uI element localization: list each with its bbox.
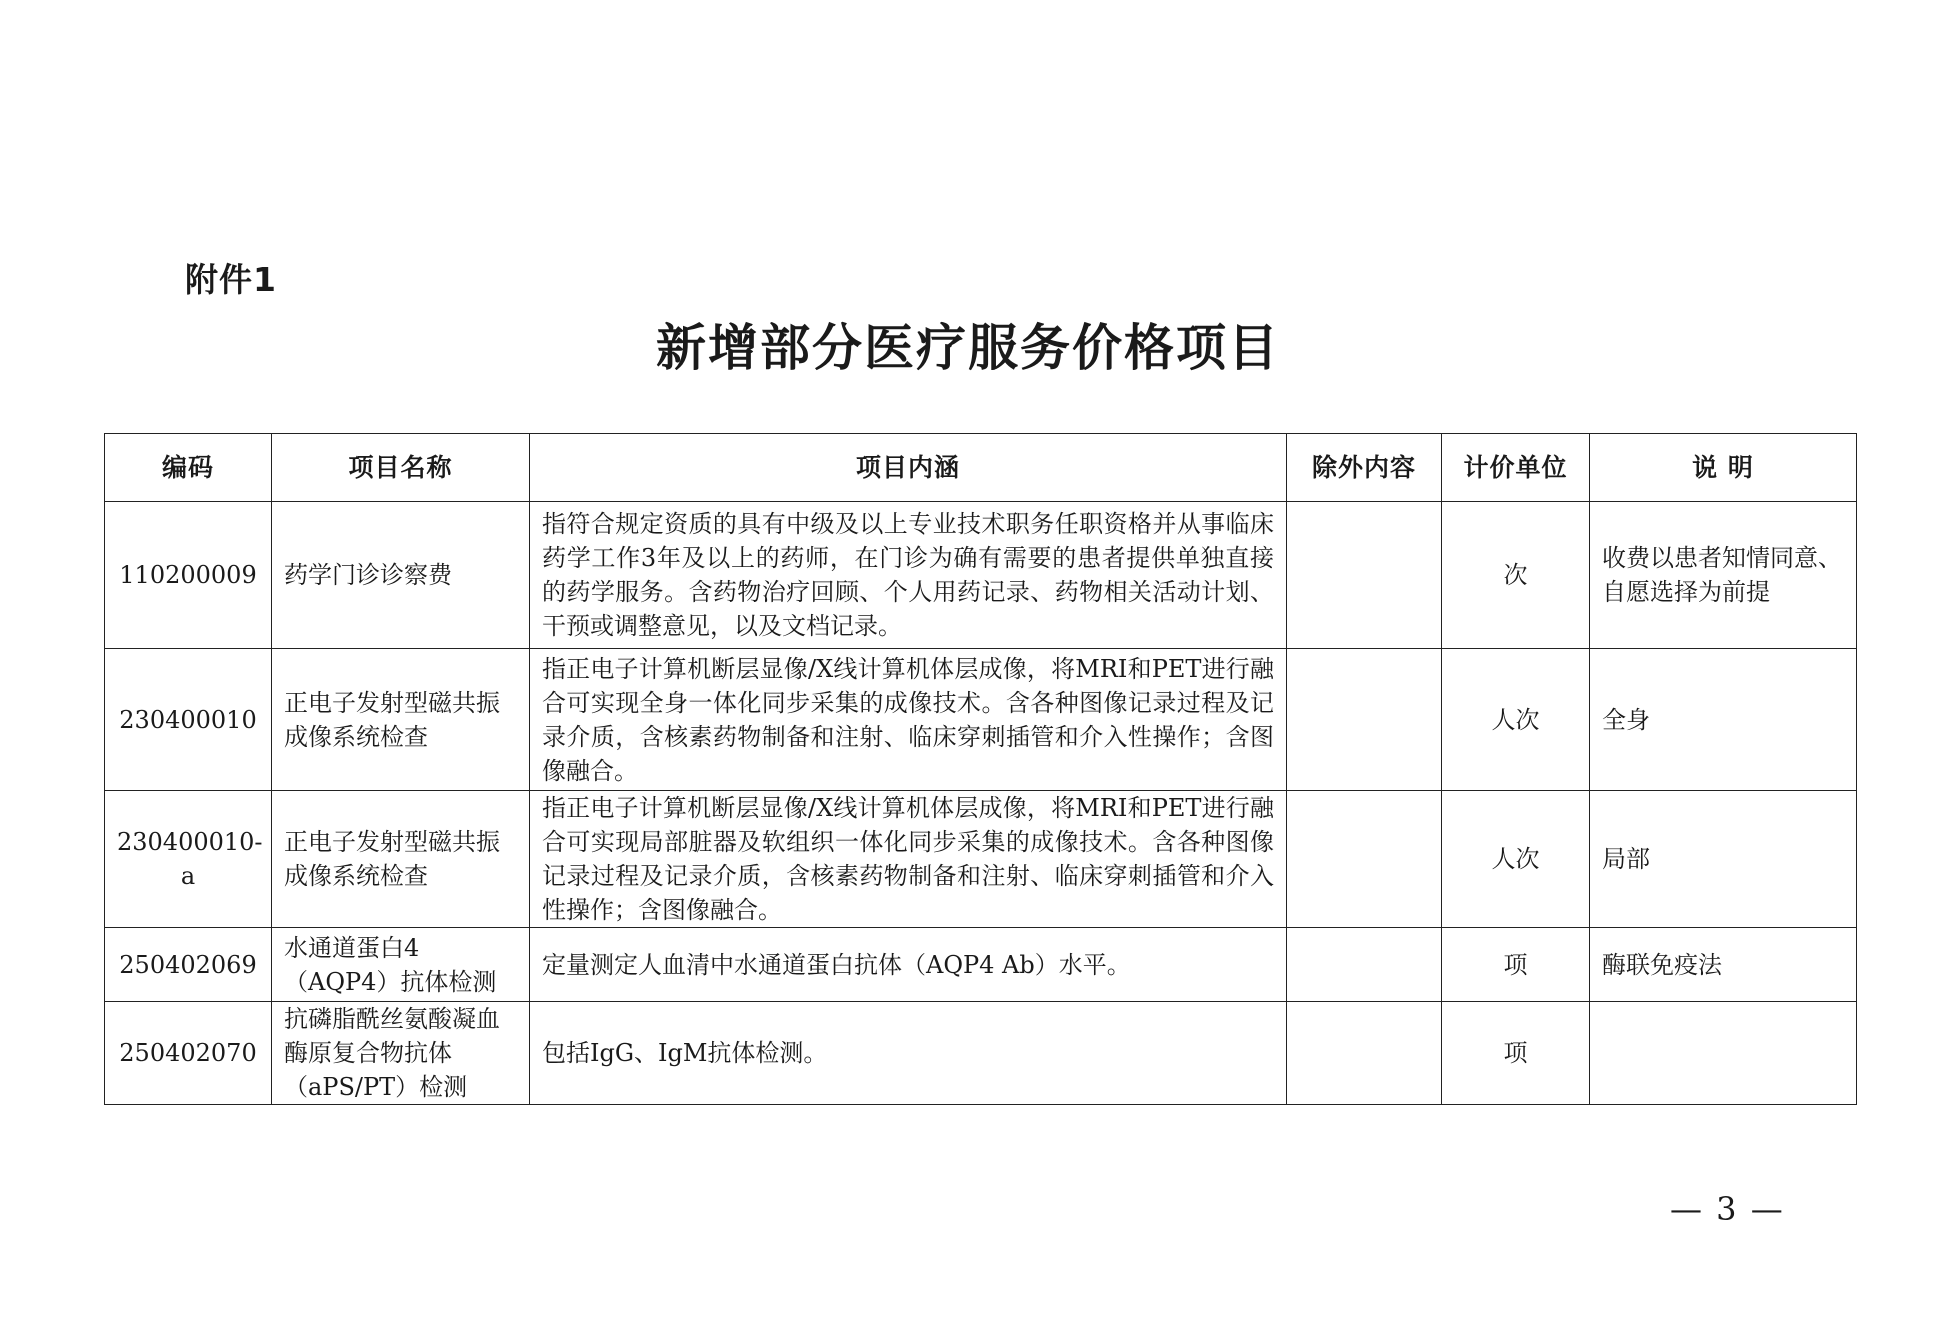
cell-excluded [1287, 649, 1442, 791]
cell-excluded [1287, 791, 1442, 928]
cell-code: 110200009 [105, 502, 272, 649]
header-code: 编码 [105, 434, 272, 502]
cell-code: 230400010 [105, 649, 272, 791]
cell-name: 正电子发射型磁共振成像系统检查 [272, 649, 530, 791]
document-title: 新增部分医疗服务价格项目 [656, 318, 1280, 377]
table-row [105, 649, 1857, 791]
cell-unit: 人次 [1442, 791, 1590, 928]
header-name: 项目名称 [272, 434, 530, 502]
cell-note: 全身 [1590, 649, 1857, 791]
cell-content: 指正电子计算机断层显像/X线计算机体层成像，将MRI和PET进行融合可实现全身一体化同步采集的成像技术。含各种图像记录过程及记录介质，含核素药物制备和注射、临床穿刺插管和介入性操作；含图像融合。 [530, 649, 1287, 791]
table-header-row [105, 434, 1857, 502]
cell-unit: 项 [1442, 1002, 1590, 1105]
cell-code: 250402070 [105, 1002, 272, 1105]
cell-note: 局部 [1590, 791, 1857, 928]
cell-note [1590, 1002, 1857, 1105]
header-note: 说 明 [1590, 434, 1857, 502]
cell-note: 酶联免疫法 [1590, 928, 1857, 1002]
page-number: — 3 — [1670, 1190, 1785, 1228]
cell-name: 药学门诊诊察费 [272, 502, 530, 649]
cell-content: 指正电子计算机断层显像/X线计算机体层成像，将MRI和PET进行融合可实现局部脏器及软组织一体化同步采集的成像技术。含各种图像记录过程及记录介质，含核素药物制备和注射、临床穿刺插管和介入性操作；含图像融合。 [530, 791, 1287, 928]
price-items-table [104, 433, 1857, 1105]
table-row [105, 928, 1857, 1002]
cell-name: 正电子发射型磁共振成像系统检查 [272, 791, 530, 928]
table-row [105, 1002, 1857, 1105]
header-excluded: 除外内容 [1287, 434, 1442, 502]
header-content: 项目内涵 [530, 434, 1287, 502]
cell-name: 水通道蛋白4（AQP4）抗体检测 [272, 928, 530, 1002]
header-unit: 计价单位 [1442, 434, 1590, 502]
table-row [105, 502, 1857, 649]
cell-excluded [1287, 928, 1442, 1002]
cell-code: 230400010-a [105, 791, 272, 928]
cell-excluded [1287, 1002, 1442, 1105]
cell-content: 定量测定人血清中水通道蛋白抗体（AQP4 Ab）水平。 [530, 928, 1287, 1002]
cell-unit: 次 [1442, 502, 1590, 649]
cell-content: 包括IgG、IgM抗体检测。 [530, 1002, 1287, 1105]
cell-unit: 人次 [1442, 649, 1590, 791]
cell-unit: 项 [1442, 928, 1590, 1002]
cell-code: 250402069 [105, 928, 272, 1002]
cell-note: 收费以患者知情同意、自愿选择为前提 [1590, 502, 1857, 649]
table-row [105, 791, 1857, 928]
cell-excluded [1287, 502, 1442, 649]
cell-name: 抗磷脂酰丝氨酸凝血酶原复合物抗体（aPS/PT）检测 [272, 1002, 530, 1105]
attachment-label: 附件1 [185, 260, 277, 299]
cell-content: 指符合规定资质的具有中级及以上专业技术职务任职资格并从事临床药学工作3年及以上的药师，在门诊为确有需要的患者提供单独直接的药学服务。含药物治疗回顾、个人用药记录、药物相关活动计划、干预或调整意见，以及文档记录。 [530, 502, 1287, 649]
